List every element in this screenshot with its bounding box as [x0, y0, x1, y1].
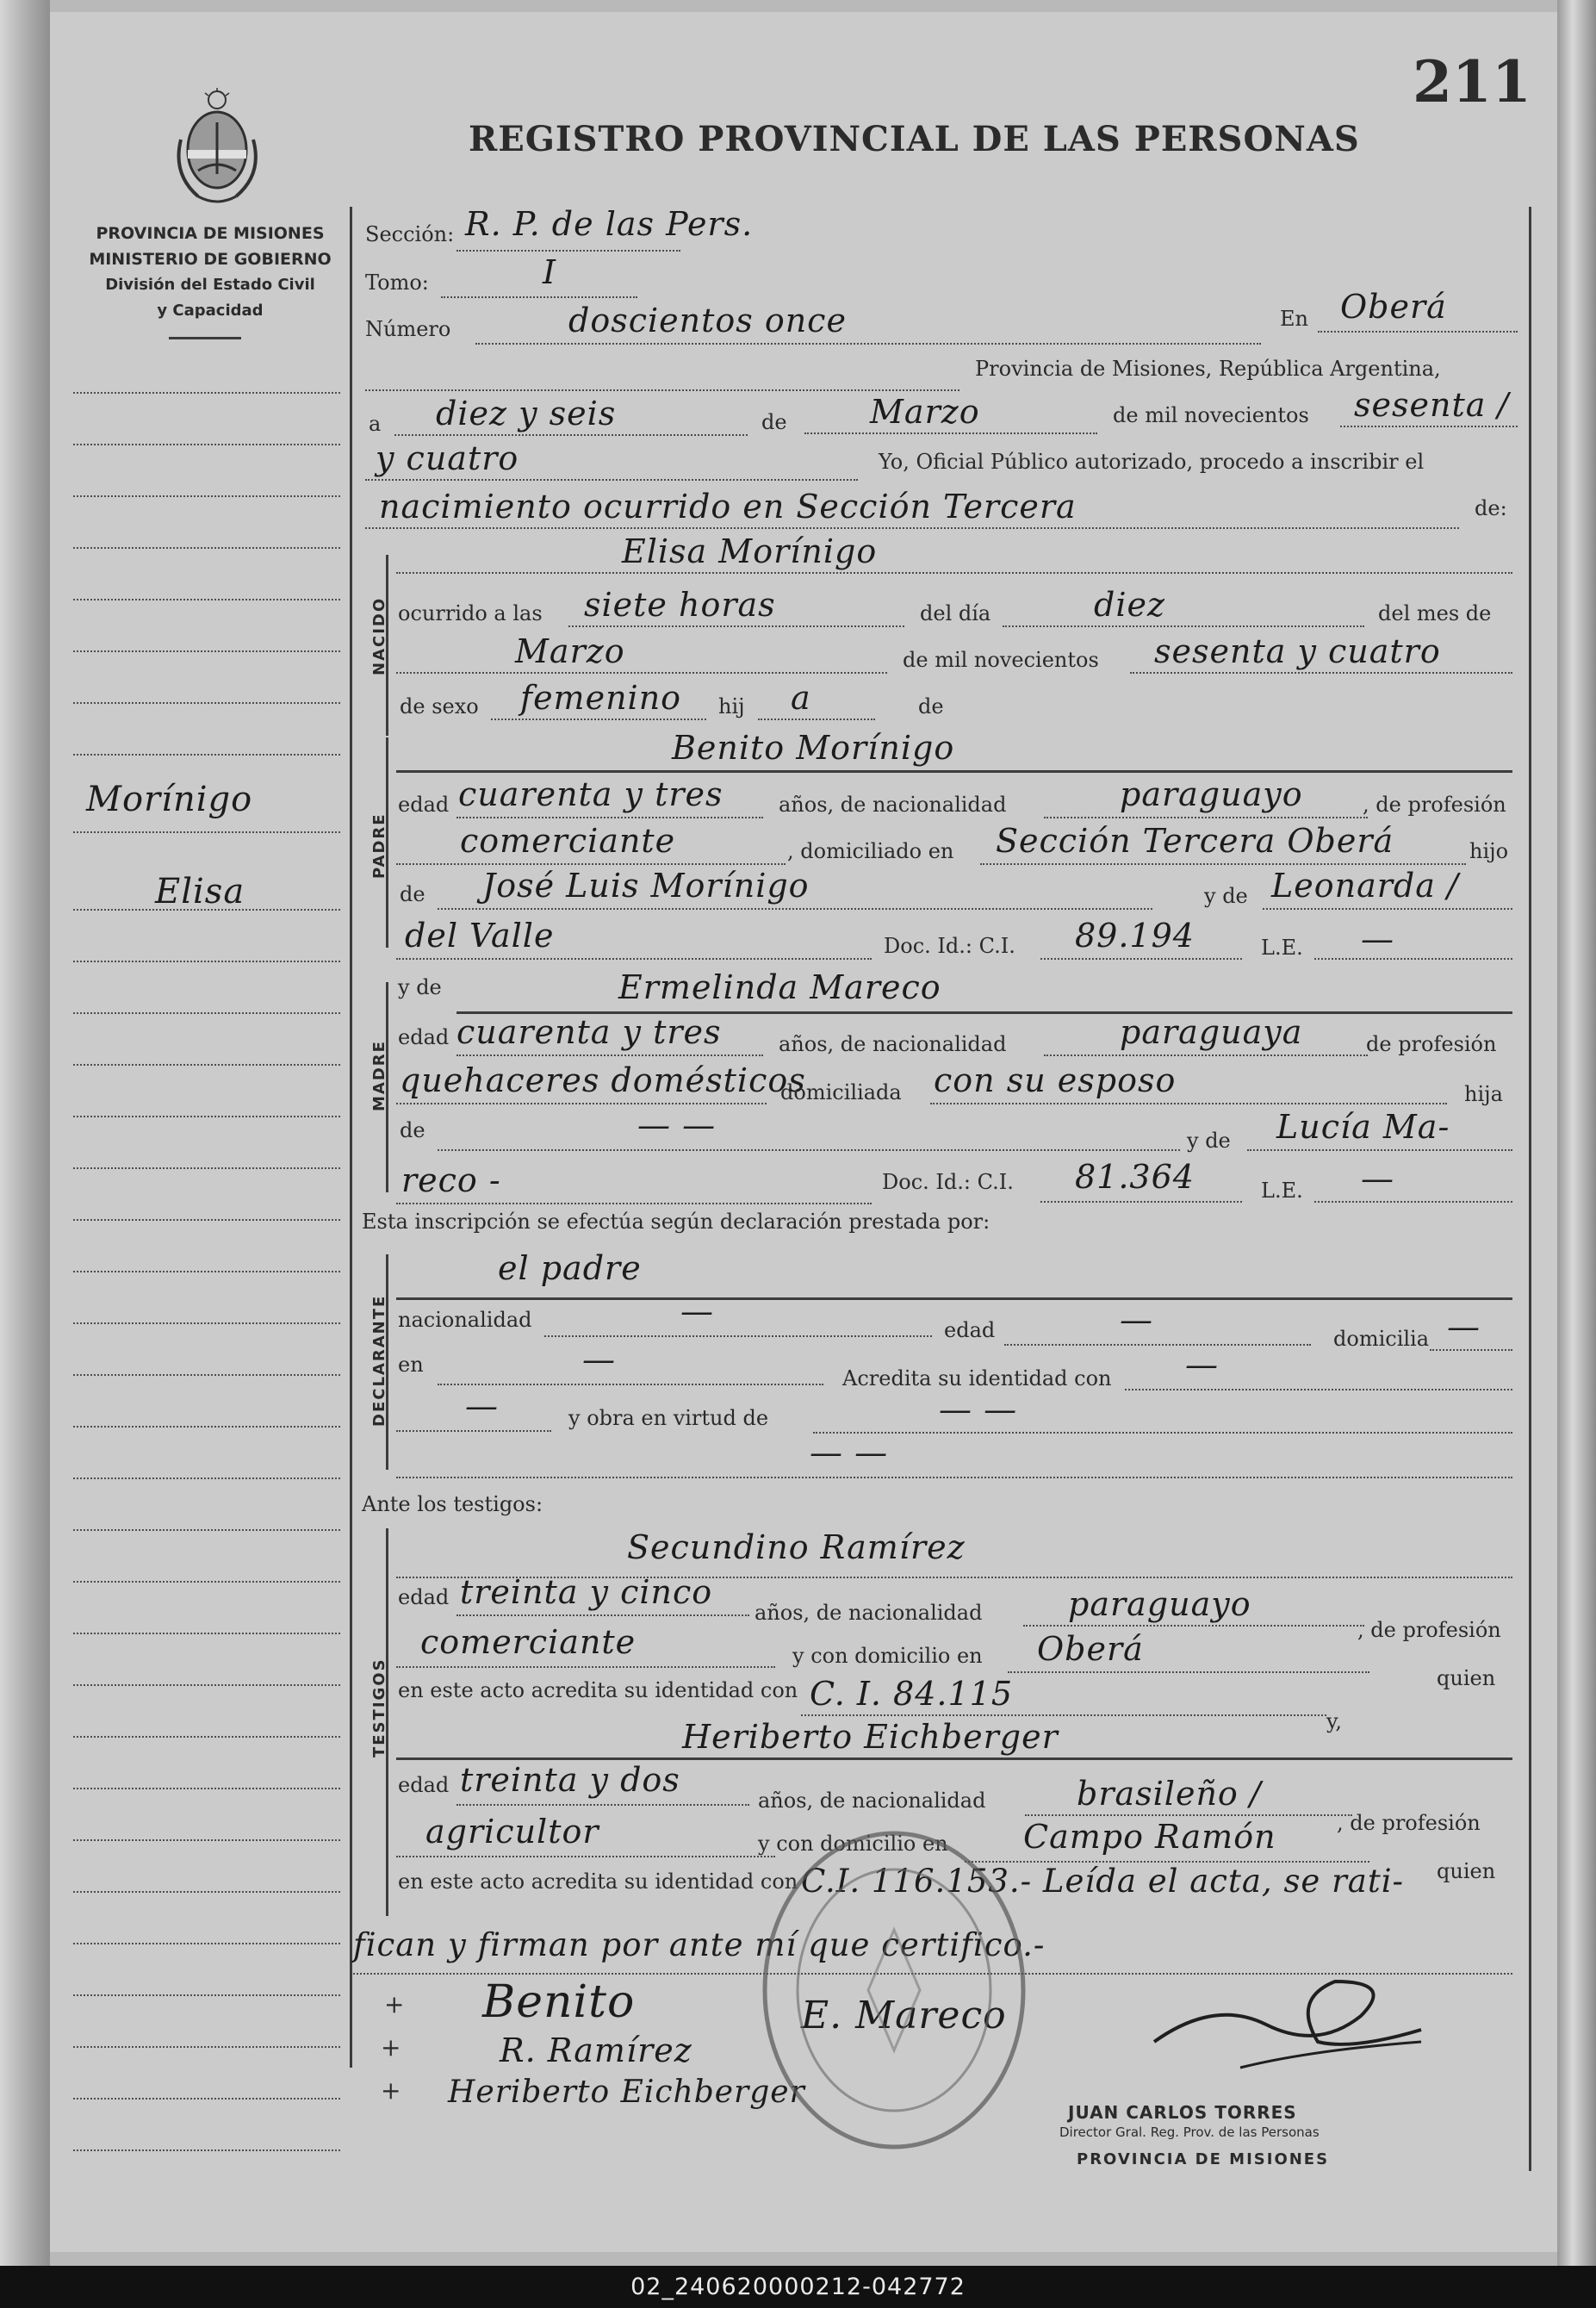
margin-surname: Morínigo — [86, 780, 253, 819]
padre-nac-label: años, de nacionalidad — [779, 793, 1007, 817]
testigos-section-label: TESTIGOS — [370, 1658, 388, 1757]
official-name: JUAN CARLOS TORRES — [1068, 2102, 1297, 2123]
declarante-nac-line — [544, 1335, 932, 1337]
nacido-year-line — [1130, 672, 1512, 674]
page-title: REGISTRO PROVINCIAL DE LAS PERSONAS — [469, 119, 1360, 159]
inscripcion-text: Esta inscripción se efectúa según declaración prestada por: — [362, 1210, 991, 1234]
madre-yde2-label: y de — [1187, 1129, 1231, 1153]
mark-2: + — [381, 2033, 401, 2062]
nacido-mil-label: de mil novecientos — [903, 648, 1099, 672]
padre-mother-line-2 — [396, 958, 872, 960]
madre-name: Ermelinda Mareco — [618, 968, 941, 1006]
nacido-month-line — [396, 672, 887, 674]
mark-3: + — [381, 2076, 401, 2105]
nacido-name-line — [396, 572, 1512, 574]
testigo1-doc: C. I. 84.115 — [810, 1675, 1014, 1713]
hij-label: hij — [718, 694, 745, 719]
en-value: Oberá — [1340, 288, 1447, 326]
declarante-section-label: DECLARANTE — [370, 1294, 388, 1427]
declarante-name-line — [396, 1297, 1512, 1300]
oficial-text: Yo, Oficial Público autorizado, procedo a inscribir el — [879, 450, 1425, 474]
province-name: PROVINCIA DE MISIONES — [96, 224, 325, 243]
testigo2-dom: Campo Ramón — [1023, 1818, 1276, 1856]
testigo1-edad-line — [456, 1614, 749, 1616]
madre-doc: 81.364 — [1075, 1158, 1195, 1196]
event-line — [365, 527, 1459, 529]
declarante-edad-line — [1004, 1344, 1311, 1346]
nacido-month: Marzo — [515, 632, 625, 670]
madre-dom: con su esposo — [934, 1061, 1177, 1099]
testigo2-nac-label: años, de nacionalidad — [758, 1789, 986, 1813]
padre-prof-label: , de profesión — [1363, 793, 1506, 817]
padre-yde-label: y de — [1204, 884, 1248, 908]
month-value: Marzo — [870, 393, 980, 431]
testigo1-quien-label: quien — [1437, 1666, 1496, 1690]
dia-value: diez — [1094, 586, 1165, 624]
padre-father-line — [438, 908, 1152, 910]
declarante-obra: — — — [939, 1390, 1018, 1428]
mil-label: de mil novecientos — [1113, 403, 1309, 427]
testigo2-doc: C.I. 116.153.- Leída el acta, se rati- — [801, 1863, 1405, 1900]
testigo1-prof: comerciante — [420, 1623, 637, 1661]
padre-prof: comerciante — [460, 822, 676, 860]
numero-value: doscientos once — [568, 302, 847, 339]
de-label: de — [761, 410, 787, 434]
testigo1-dom-label: y con domicilio en — [792, 1644, 983, 1668]
declarante-obra-line — [813, 1432, 1512, 1434]
padre-edad: cuarenta y tres — [458, 775, 723, 813]
declarante-nac-label: nacionalidad — [398, 1308, 532, 1332]
declarante-name: el padre — [498, 1249, 642, 1287]
declarante-dom-label: domicilia — [1333, 1327, 1430, 1351]
tomo-line — [441, 296, 637, 298]
year-line-2 — [365, 479, 858, 481]
testigo1-nac-label: años, de nacionalidad — [755, 1601, 983, 1625]
declarante-line-4-value: — — — [810, 1434, 889, 1471]
hij-value: a — [791, 679, 811, 717]
declarante-en: — — [582, 1341, 616, 1378]
padre-mother-2: del Valle — [405, 917, 555, 955]
padre-dom-line — [980, 863, 1466, 865]
division-name: División del Estado Civil — [105, 276, 315, 294]
testigo2-edad-label: edad — [398, 1773, 450, 1797]
testigo1-nac: paraguayo — [1068, 1585, 1251, 1623]
year-value-1: sesenta / — [1354, 386, 1510, 424]
madre-section-label: MADRE — [370, 1040, 388, 1111]
closing-text: fican y firman por ante mí que certifico.- — [353, 1926, 1046, 1963]
book-spine — [0, 0, 50, 2266]
madre-le: — — [1361, 1160, 1394, 1198]
image-id-footer: 02_240620000212-042772 — [0, 2266, 1596, 2308]
padre-name: Benito Morínigo — [672, 729, 955, 767]
madre-nac-line — [1044, 1054, 1368, 1056]
signature-witness-2: Heriberto Eichberger — [448, 2075, 805, 2110]
testigo2-nac-line — [1025, 1814, 1352, 1816]
declarante-edad: — — [1120, 1301, 1153, 1339]
seccion-label: Sección: — [365, 222, 455, 246]
padre-hijo-label: hijo — [1469, 839, 1509, 863]
seccion-value: R. P. de las Pers. — [465, 205, 754, 243]
signature-witness-1: R. Ramírez — [500, 2031, 692, 2069]
numero-label: Número — [365, 317, 451, 341]
madre-nac-label: años, de nacionalidad — [779, 1032, 1007, 1056]
padre-name-line — [396, 770, 1512, 773]
declarante-en-line — [438, 1384, 823, 1385]
margin-given-name: Elisa — [155, 872, 245, 911]
madre-mother-line — [1247, 1149, 1512, 1151]
de-colon-label: de: — [1475, 496, 1507, 520]
del-dia-label: del día — [920, 601, 991, 625]
padre-le: — — [1361, 920, 1394, 958]
padre-nac-line — [1044, 817, 1368, 818]
month-line — [804, 432, 1097, 434]
coat-of-arms-icon — [172, 88, 263, 208]
en-label: En — [1280, 307, 1308, 331]
testigo1-dom-line — [1008, 1671, 1369, 1673]
ministry-name: MINISTERIO DE GOBIERNO — [89, 250, 332, 269]
event-value: nacimiento ocurrido en Sección Tercera — [379, 488, 1077, 526]
padre-edad-label: edad — [398, 793, 450, 817]
frame-line-right — [1529, 207, 1531, 2171]
tomo-label: Tomo: — [365, 271, 429, 295]
nacido-section-label: NACIDO — [370, 596, 388, 675]
padre-dom: Sección Tercera Oberá — [996, 822, 1394, 860]
testigo1-prof-line — [396, 1666, 775, 1668]
sexo-value: femenino — [520, 679, 682, 717]
day-line — [394, 434, 748, 436]
madre-edad-line — [456, 1054, 763, 1056]
ocurrido-label: ocurrido a las — [398, 601, 543, 625]
padre-father: José Luis Morínigo — [482, 867, 810, 905]
testigo2-quien-label: quien — [1437, 1859, 1496, 1883]
official-signature — [1137, 1947, 1430, 2076]
testigo2-prof-label: , de profesión — [1337, 1811, 1481, 1835]
madre-prof-label: de profesión — [1366, 1032, 1497, 1056]
ante-testigos-text: Ante los testigos: — [362, 1492, 543, 1516]
padre-mother-line — [1263, 908, 1512, 910]
madre-edad: cuarenta y tres — [456, 1013, 722, 1051]
divider — [169, 337, 241, 339]
padre-doc-label: Doc. Id.: C.I. — [884, 934, 1015, 958]
padre-section-label: PADRE — [370, 812, 388, 879]
declarante-acredita: — — [1185, 1346, 1219, 1384]
testigo2-nac: brasileño / — [1077, 1775, 1262, 1813]
sexo-line — [491, 719, 706, 720]
declarante-line-3-value: — — [465, 1387, 499, 1425]
declarante-dom-line — [1430, 1349, 1512, 1351]
nacido-name: Elisa Morínigo — [622, 532, 878, 570]
signature-mother: E. Mareco — [801, 1994, 1007, 2037]
madre-doc-label: Doc. Id.: C.I. — [882, 1170, 1014, 1194]
sexo-label: de sexo — [400, 694, 479, 719]
padre-mother-1: Leonarda / — [1271, 867, 1459, 905]
testigo1-doc-line — [801, 1714, 1326, 1716]
testigo2-edad-line — [456, 1804, 749, 1806]
en-line — [1318, 331, 1518, 333]
padre-dom-label: , domiciliado en — [787, 839, 954, 863]
declarante-acredita-line — [1125, 1389, 1512, 1390]
madre-le-label: L.E. — [1261, 1179, 1303, 1203]
madre-nac: paraguaya — [1120, 1013, 1303, 1051]
seccion-line — [456, 250, 680, 252]
division-name-2: y Capacidad — [157, 302, 264, 320]
page-edge — [1557, 0, 1596, 2266]
madre-le-line — [1314, 1201, 1512, 1203]
testigo1-acredita-label: en este acto acredita su identidad con — [398, 1678, 798, 1702]
year-line — [1340, 426, 1518, 427]
declarante-en-label: en — [398, 1353, 424, 1377]
mark-1: + — [384, 1990, 405, 2019]
official-title: Director Gral. Reg. Prov. de las Personas — [1059, 2124, 1320, 2140]
padre-edad-line — [456, 817, 763, 818]
numero-line — [475, 343, 1261, 345]
testigo2-name-line — [396, 1757, 1512, 1760]
page-number: 211 — [1413, 48, 1531, 115]
dia-line — [1003, 625, 1364, 627]
madre-doc-line — [1040, 1201, 1242, 1203]
madre-prof: quehaceres domésticos — [400, 1061, 806, 1099]
day-value: diez y seis — [436, 395, 617, 432]
official-province: PROVINCIA DE MISIONES — [1077, 2150, 1330, 2168]
padre-le-label: L.E. — [1261, 936, 1303, 960]
madre-edad-label: edad — [398, 1025, 450, 1049]
declarante-obra-label: y obra en virtud de — [568, 1406, 769, 1430]
madre-mother-2: reco - — [401, 1161, 501, 1199]
madre-prof-line — [396, 1103, 767, 1104]
madre-father-line — [438, 1149, 1180, 1151]
testigo2-acredita-label: en este acto acredita su identidad con — [398, 1869, 798, 1894]
madre-de-label: de — [400, 1118, 425, 1142]
hij-de-label: de — [918, 694, 944, 719]
signature-father: Benito — [482, 1976, 636, 2028]
testigo2-name: Heriberto Eichberger — [682, 1718, 1059, 1756]
declarante-nac: — — [680, 1292, 714, 1330]
declarante-dom: — — [1447, 1308, 1481, 1346]
hij-line — [758, 719, 875, 720]
madre-dom-line — [930, 1103, 1447, 1104]
padre-doc-line — [1040, 958, 1242, 960]
hour-line — [568, 625, 904, 627]
testigo1-dom: Oberá — [1037, 1630, 1144, 1668]
madre-dom-label: domiciliada — [780, 1080, 902, 1104]
testigo1-y-label: y, — [1326, 1709, 1342, 1733]
padre-prof-line — [396, 863, 786, 865]
padre-nac: paraguayo — [1120, 775, 1303, 813]
declarante-edad-label: edad — [944, 1318, 996, 1342]
padre-doc: 89.194 — [1075, 917, 1195, 955]
padre-le-line — [1314, 958, 1512, 960]
testigo1-edad: treinta y cinco — [460, 1573, 713, 1611]
declarante-line-3 — [396, 1430, 551, 1432]
declarante-line-4 — [396, 1477, 1512, 1478]
year-value-2: y cuatro — [376, 439, 519, 477]
provincia-line — [365, 389, 959, 391]
frame-line — [350, 207, 352, 2068]
madre-yde-label: y de — [398, 975, 442, 999]
nacido-year: sesenta y cuatro — [1154, 632, 1441, 670]
testigo2-prof-line — [396, 1856, 775, 1857]
a-label: a — [369, 412, 382, 436]
testigo1-nac-line — [1023, 1625, 1364, 1627]
madre-mother-1: Lucía Ma- — [1276, 1108, 1450, 1146]
padre-de-label: de — [400, 882, 425, 906]
mes-label: del mes de — [1378, 601, 1492, 625]
official-seal-icon — [748, 1818, 1040, 2162]
testigo1-name: Secundino Ramírez — [627, 1528, 966, 1566]
testigo2-prof: agricultor — [425, 1813, 599, 1851]
testigo1-prof-label: , de profesión — [1357, 1618, 1501, 1642]
hour-value: siete horas — [584, 586, 776, 624]
tomo-value: I — [543, 253, 557, 291]
madre-hija-label: hija — [1464, 1082, 1503, 1106]
testigo2-edad: treinta y dos — [460, 1761, 680, 1799]
madre-father: — — — [637, 1106, 717, 1144]
madre-mother-line-2 — [396, 1203, 872, 1204]
declarante-acredita-label: Acredita su identidad con — [842, 1366, 1112, 1390]
issuer-block — [81, 221, 339, 324]
testigo1-edad-label: edad — [398, 1585, 450, 1609]
provincia-text: Provincia de Misiones, República Argentina, — [975, 357, 1441, 381]
testigo2-dom-label: y con domicilio en — [758, 1832, 948, 1856]
